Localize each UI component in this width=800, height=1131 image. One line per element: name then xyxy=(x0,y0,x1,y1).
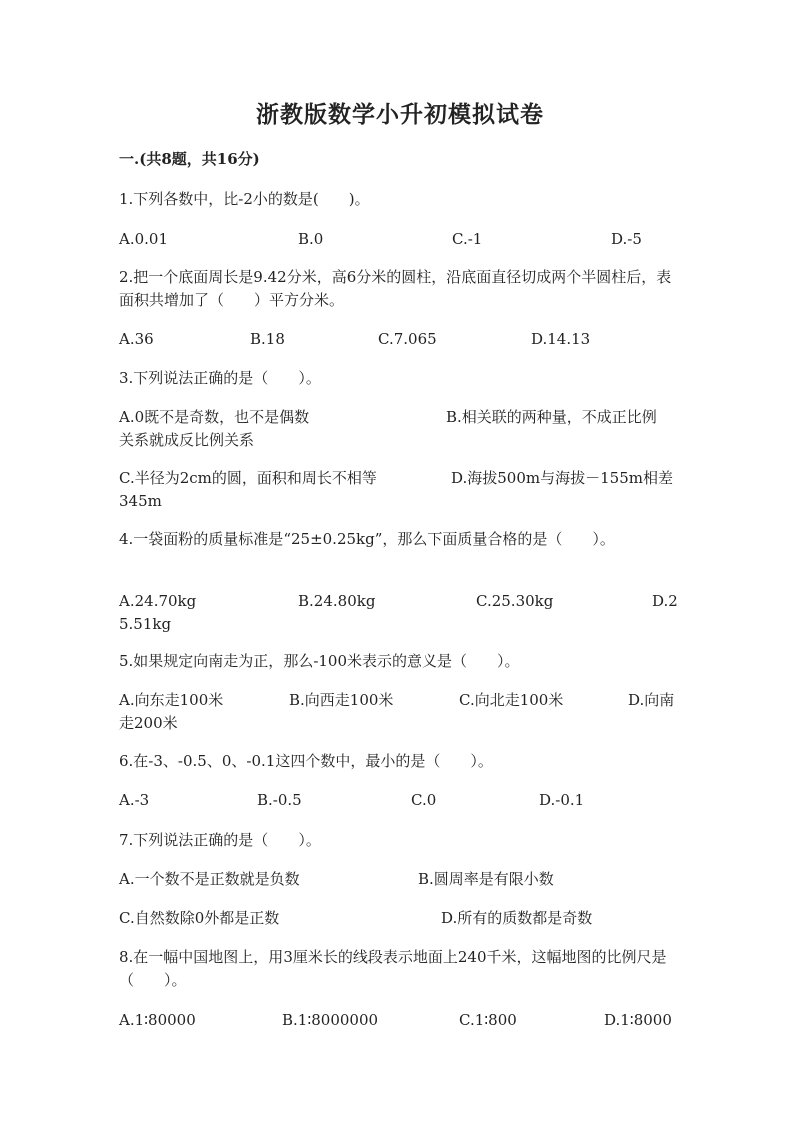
q8-option-b: B.1∶8000000 xyxy=(282,1011,379,1029)
q8-option-c: C.1∶800 xyxy=(459,1011,517,1029)
section-heading: 一.(共8题，共16分) xyxy=(119,150,260,168)
q6-option-d: D.-0.1 xyxy=(539,791,585,809)
q3-option-d: D.海拔500m与海拔－155m相差 xyxy=(451,469,673,487)
q6-option-c: C.0 xyxy=(411,791,437,809)
q4-option-c: C.25.30kg xyxy=(476,592,554,610)
question-3-stem: 3.下列说法正确的是（ ）。 xyxy=(119,369,321,387)
q2-option-c: C.7.065 xyxy=(378,330,437,348)
question-2-stem: 2.把一个底面周长是9.42分米，高6分米的圆柱，沿底面直径切成两个半圆柱后，表面积共增加了（ ）平方分米。 xyxy=(119,268,672,309)
q1-option-c: C.-1 xyxy=(452,230,483,248)
q5-option-b: B.向西走100米 xyxy=(289,691,394,709)
q1-option-b: B.0 xyxy=(298,230,324,248)
question-6-stem: 6.在-3、-0.5、0、-0.1这四个数中，最小的是（ ）。 xyxy=(119,752,493,770)
q3-option-b: B.相关联的两种量，不成正比例 xyxy=(446,408,657,426)
q4-option-b: B.24.80kg xyxy=(298,592,376,610)
q3-option-b-continued: 关系就成反比例关系 xyxy=(119,431,255,449)
q4-option-a: A.24.70kg xyxy=(119,592,197,610)
page-title: 浙教版数学小升初模拟试卷 xyxy=(256,101,544,128)
q6-option-b: B.-0.5 xyxy=(257,791,302,809)
q8-option-a: A.1∶80000 xyxy=(119,1011,196,1029)
question-4-stem: 4.一袋面粉的质量标准是“25±0.25kg”，那么下面质量合格的是（ ）。 xyxy=(119,530,615,548)
q7-option-a: A.一个数不是正数就是负数 xyxy=(119,870,300,888)
q7-option-b: B.圆周率是有限小数 xyxy=(418,870,554,888)
q3-option-a: A.0既不是奇数，也不是偶数 xyxy=(119,408,310,426)
q8-option-d: D.1∶8000 xyxy=(604,1011,672,1029)
q1-option-a: A.0.01 xyxy=(119,230,168,248)
question-5-stem: 5.如果规定向南走为正，那么-100米表示的意义是（ ）。 xyxy=(119,652,520,670)
question-8-stem: 8.在一幅中国地图上，用3厘米长的线段表示地面上240千米，这幅地图的比例尺是（ ）。 xyxy=(119,948,667,989)
q3-option-d-continued: 345m xyxy=(119,492,162,510)
q2-option-d: D.14.13 xyxy=(531,330,591,348)
q2-option-b: B.18 xyxy=(250,330,285,348)
q7-option-c: C.自然数除0外都是正数 xyxy=(119,909,280,927)
question-7-stem: 7.下列说法正确的是（ ）。 xyxy=(119,831,321,849)
q5-option-a: A.向东走100米 xyxy=(119,691,224,709)
q4-option-d-continued: 5.51kg xyxy=(119,615,172,633)
q3-option-c: C.半径为2cm的圆，面积和周长不相等 xyxy=(119,469,377,487)
q2-option-a: A.36 xyxy=(119,330,154,348)
q1-option-d: D.-5 xyxy=(611,230,642,248)
q6-option-a: A.-3 xyxy=(119,791,150,809)
q5-option-d: D.向南 xyxy=(628,691,675,709)
q4-option-d: D.2 xyxy=(652,592,678,610)
q7-option-d: D.所有的质数都是奇数 xyxy=(441,909,593,927)
question-1-stem: 1.下列各数中，比-2小的数是( )。 xyxy=(119,190,370,208)
q5-option-d-continued: 走200米 xyxy=(119,714,178,732)
q5-option-c: C.向北走100米 xyxy=(459,691,564,709)
